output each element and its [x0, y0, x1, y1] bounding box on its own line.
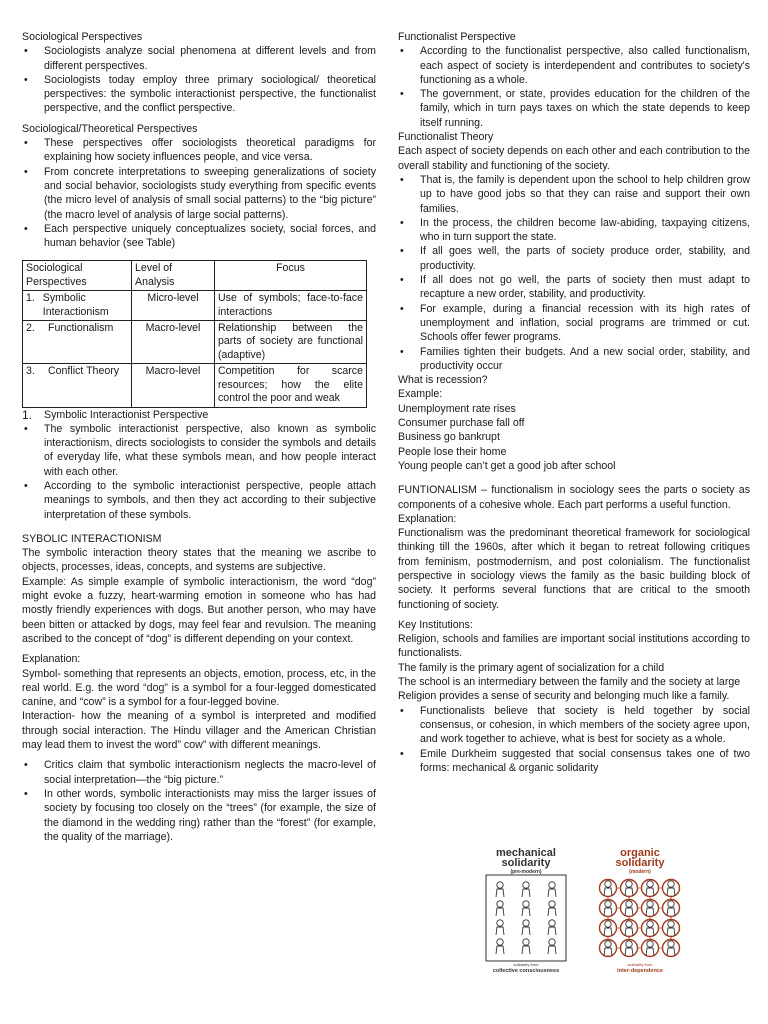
list-item: • In the process, the children become law-abiding, taxpaying citizens, who in turn support the state.	[398, 216, 750, 245]
heading-symbolic-interactionist: Symbolic Interactionist Perspective	[44, 408, 209, 421]
mech-person-icon	[496, 882, 504, 897]
table-cell	[23, 291, 132, 321]
mech-person-icon	[496, 939, 504, 954]
list-item: • The government, or state, provides education for the children of the family, which in turn pays taxes on which the state depends to keep itself running.	[398, 87, 750, 130]
paragraph: Explanation:	[22, 653, 81, 666]
table-row	[23, 291, 367, 321]
paragraph: Explanation:	[398, 512, 457, 525]
list-item: • That is, the family is dependent upon the school to help children grow up to have good jobs so that they can raise and support their own families.	[398, 173, 750, 216]
mech-person-icon	[548, 901, 556, 916]
perspectives-table	[22, 260, 367, 407]
mech-person-icon	[522, 939, 530, 954]
list-item: • According to the functionalist perspective, also called functionalism, each aspect of society is interdependent and contributes to society's functioning as a whole.	[398, 44, 750, 87]
mech-person-icon	[522, 882, 530, 897]
bullet-list	[398, 173, 750, 373]
heading-sociological-perspectives: Sociological Perspectives	[22, 31, 143, 43]
table-header: Focus	[215, 261, 367, 291]
bullet-list	[398, 44, 750, 130]
table-row	[23, 321, 367, 364]
paragraph: Example: As simple example of symbolic interactionism, the word “dog” might evoke a fuzzy, heart-warming emotion in someone who has had mostly friendly experiences with dogs. But another person, who may have been bitten or attacked by dogs, may feel fear and revulsion. The meaning ascribed to the concept of “dog” is different depending on your context.	[22, 575, 376, 645]
org-title-1: organic	[620, 847, 660, 859]
list-item: • Each perspective uniquely conceptualizes society, social forces, and human behavior (see Table)	[22, 222, 376, 251]
table-cell: Relationship between the parts of society are functional (adaptive)	[215, 321, 367, 364]
mech-person-icon	[548, 920, 556, 935]
numbered-heading	[22, 408, 376, 422]
paragraph: Religion provides a sense of security and belonging much like a family.	[398, 690, 730, 703]
table-cell: Macro-level	[132, 364, 215, 407]
list-item: • Emile Durkheim suggested that social consensus takes one of two forms: mechanical & organic solidarity	[398, 747, 750, 776]
mech-person-icon	[496, 901, 504, 916]
paragraph: Interaction- how the meaning of a symbol is interpreted and modified through social interaction. The Hindu villager and the American Christian may lead them to invest the word” cow” with different meanings.	[22, 710, 376, 752]
mech-person-icon	[522, 920, 530, 935]
mech-caption-2: collective consciousness	[492, 968, 560, 974]
line: Young people can’t get a good job after school	[398, 459, 616, 472]
solidarity-illustration	[478, 842, 686, 976]
list-item: • Functionalists believe that society is held together by social consensus, or cohesion, in which members of the society agree upon, and work together to achieve, what is best for society as a whole.	[398, 704, 750, 747]
list-item: • Critics claim that symbolic interactionism neglects the macro-level of social interpretation—the “big picture.”	[22, 758, 376, 787]
paragraph: Symbol- something that represents an objects, emotion, process, etc, in the real world. E.g. the word “dog” is a symbol for a four-legged domesticated canine, and “cow” is a symbol for a four-legged bovine.	[22, 667, 376, 709]
heading-theoretical-perspectives: Sociological/Theoretical Perspectives	[22, 122, 198, 135]
heading-functionalist-perspective: Functionalist Perspective	[398, 31, 516, 43]
list-item: • For example, during a financial recession with its high rates of unemployment and inflation, social programs are trimmed or cut. Schools offer fewer programs.	[398, 302, 750, 345]
org-subtitle: (modern)	[629, 869, 651, 875]
paragraph: Each aspect of society depends on each other and each contribution to the overall stability and functioning of the society.	[398, 145, 750, 172]
table-cell	[23, 364, 132, 407]
list-item: • Sociologists today employ three primary sociological/ theoretical perspectives: the symbolic interactionist perspective, the functionalist perspective, and the conflict perspective.	[22, 73, 376, 116]
line: Consumer purchase fall off	[398, 417, 525, 430]
table-header: Sociological Perspectives	[23, 261, 132, 291]
right-column	[398, 30, 750, 775]
org-caption-2: inter-dependence	[617, 968, 663, 974]
solidarity-diagram	[478, 842, 686, 976]
list-item: • If all does not go well, the parts of society then must adapt to recapture a new order, stability, and productivity.	[398, 273, 750, 302]
table-row	[23, 364, 367, 407]
left-column	[22, 30, 376, 844]
mech-person-icon	[522, 901, 530, 916]
row-number: 2.	[26, 322, 35, 335]
list-item: • In other words, symbolic interactionists may miss the larger issues of society by focusing too closely on the “trees” (for example, the size of the diamond in the wedding ring) rather than the “forest” (for example, the quality of the marriage).	[22, 787, 376, 844]
table-header: Level of Analysis	[132, 261, 215, 291]
bullet-list	[398, 704, 750, 775]
paragraph: FUNTIONALISM – functionalism in sociology sees the parts o society as components of a cohesive whole. Each part performs a useful function.	[398, 484, 750, 511]
paragraph: Key Institutions:	[398, 618, 473, 631]
table-cell	[23, 321, 132, 364]
list-item: • From concrete interpretations to sweeping generalizations of society and social behavior, sociologists study everything from specific events (the micro level of analysis of small social patterns) to the “big picture” (the macro level of analysis of large social patterns).	[22, 165, 376, 222]
line: People lose their home	[398, 445, 507, 458]
table-cell: Micro-level	[132, 291, 215, 321]
mech-title-1: mechanical	[496, 847, 556, 859]
paragraph: Religion, schools and families are important social institutions according to functionalists.	[398, 633, 750, 660]
list-item: • According to the symbolic interactionist perspective, people attach meanings to symbols, and then they act according to their subjective interpretation of these symbols.	[22, 479, 376, 522]
list-item: • These perspectives offer sociologists theoretical paradigms for explaining how society influences people, and vice versa.	[22, 136, 376, 165]
table-cell: Use of symbols; face-to-face interactions	[215, 291, 367, 321]
heading-symbolic-interactionism: SYBOLIC INTERACTIONISM	[22, 532, 162, 545]
line: What is recession?	[398, 374, 488, 387]
table-cell: Competition for scarce resources; how the elite control the poor and weak	[215, 364, 367, 407]
row-number: 1.	[26, 292, 35, 305]
paragraph: The family is the primary agent of socialization for a child	[398, 661, 665, 674]
perspective-name: Symbolic Interactionism	[42, 292, 109, 318]
mech-person-icon	[496, 920, 504, 935]
table-header-row	[23, 261, 367, 291]
line: Business go bankrupt	[398, 431, 500, 444]
heading-number: 1.	[22, 407, 33, 422]
mech-caption-1: solidarity from	[513, 962, 539, 967]
list-item: • If all goes well, the parts of society produce order, stability, and productivity.	[398, 244, 750, 273]
paragraph: The symbolic interaction theory states that the meaning we ascribe to objects, processes, ideas, concepts, and systems are subjective.	[22, 547, 376, 574]
bullet-list	[22, 422, 376, 522]
mech-figures	[496, 882, 556, 954]
org-figures	[600, 880, 680, 957]
table-cell: Macro-level	[132, 321, 215, 364]
heading-functionalist-theory: Functionalist Theory	[398, 131, 494, 144]
list-item: • Sociologists analyze social phenomena at different levels and from different perspectives.	[22, 44, 376, 73]
bullet-list	[22, 758, 376, 844]
perspective-name: Functionalism	[48, 322, 114, 335]
line: Unemployment rate rises	[398, 402, 516, 415]
paragraph: The school is an intermediary between the family and the society at large	[398, 676, 741, 689]
bullet-list	[22, 136, 376, 250]
paragraph: Functionalism was the predominant theoretical framework for sociological thinking till the 1960s, after which it began to retreat following critiques from feminism, postmodernism, and post colonialism. The functionalist perspective in sociology views the family as the basic building block of society. It performs several functions that are critical to the smooth functioning of society.	[398, 527, 750, 611]
perspective-name: Conflict Theory	[48, 365, 120, 378]
row-number: 3.	[26, 365, 35, 378]
mech-person-icon	[548, 882, 556, 897]
list-item: • The symbolic interactionist perspective, also known as symbolic interactionism, directs sociologists to consider the symbols and details of everyday life, what these symbols mean, and how people interact with each other.	[22, 422, 376, 479]
mech-title-2: solidarity	[501, 857, 551, 869]
line: Example:	[398, 388, 443, 401]
bullet-list	[22, 44, 376, 115]
list-item: • Families tighten their budgets. And a new social order, stability, and productivity occur	[398, 345, 750, 374]
mech-subtitle: (pre-modern)	[510, 869, 542, 875]
mech-person-icon	[548, 939, 556, 954]
org-caption-1: solidarity from	[627, 962, 653, 967]
org-title-2: solidarity	[615, 857, 665, 869]
